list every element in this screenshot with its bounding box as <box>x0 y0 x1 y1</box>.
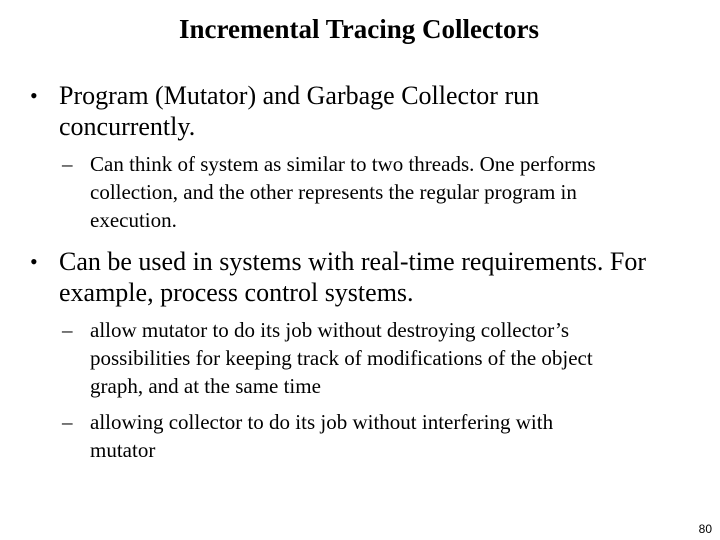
sub-bullet-2-2-mark: – <box>62 410 73 434</box>
sub-bullet-2-2-line-2: mutator <box>90 438 156 462</box>
slide-title: Incremental Tracing Collectors <box>179 14 539 44</box>
sub-bullet-1-1-mark: – <box>62 152 73 176</box>
sub-bullet-2-1-line-1: allow mutator to do its job without destroying collector’s <box>90 318 570 342</box>
bullet-1-line-1: Program (Mutator) and Garbage Collector run <box>59 81 540 110</box>
page-number: 80 <box>698 522 712 536</box>
bullet-2-mark: • <box>30 249 38 274</box>
bullet-1-mark: • <box>30 83 38 108</box>
sub-bullet-2-1-line-3: graph, and at the same time <box>90 374 321 398</box>
sub-bullet-1-1-text <box>90 150 690 234</box>
sub-bullet-2-1-mark: – <box>62 318 73 342</box>
sub-bullet-2-1-text <box>90 316 690 400</box>
sub-bullet-2-2-text <box>90 408 690 464</box>
sub-bullet-2-1-line-2: possibilities for keeping track of modifications of the object <box>90 346 593 370</box>
bullet-2-text <box>59 246 689 308</box>
sub-bullet-1-1-line-3: execution. <box>90 208 177 232</box>
sub-bullet-1-1-line-2: collection, and the other represents the regular program in <box>90 180 577 204</box>
sub-bullet-1-1-line-1: Can think of system as similar to two threads. One performs <box>90 152 596 176</box>
bullet-2-line-2: example, process control systems. <box>59 278 414 307</box>
bullet-2-line-1: Can be used in systems with real-time requirements. For <box>59 247 647 276</box>
bullet-1-text <box>59 80 689 142</box>
sub-bullet-2-2-line-1: allowing collector to do its job without interfering with <box>90 410 554 434</box>
bullet-1-line-2: concurrently. <box>59 112 196 141</box>
